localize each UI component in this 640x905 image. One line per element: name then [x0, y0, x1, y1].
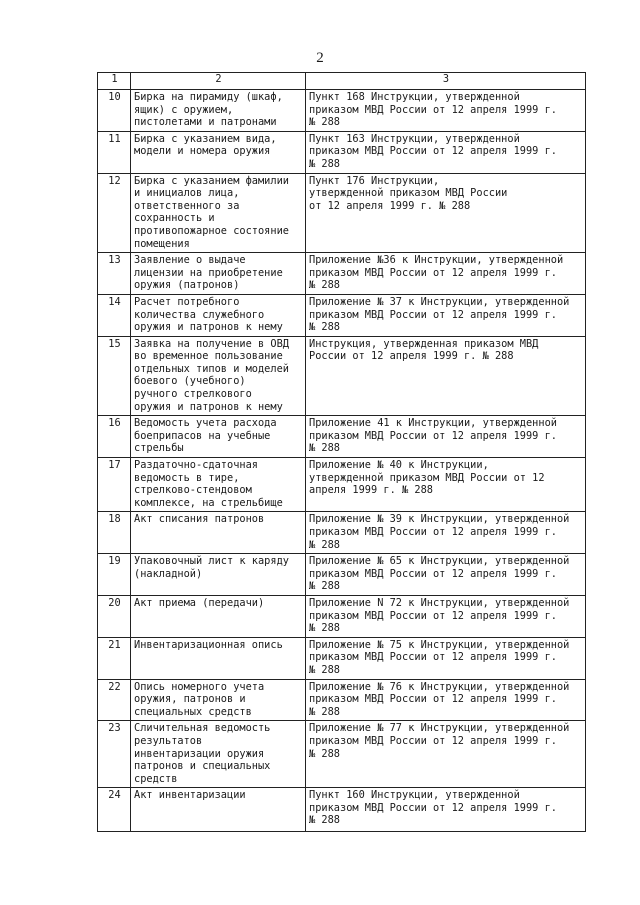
legal-basis: Приложение 41 к Инструкции, утвержденной приказом МВД России от 12 апреля 1999 г. № 288: [306, 416, 586, 458]
table-row: [98, 595, 586, 637]
document-name: Бирка с указанием фамилии и инициалов лица, ответственного за сохранность и противопожарное состояние помещения: [131, 173, 306, 253]
legal-basis: Приложение № 37 к Инструкции, утвержденной приказом МВД России от 12 апреля 1999 г. № 288: [306, 294, 586, 336]
document-name: Раздаточно-сдаточная ведомость в тире, стрелково-стендовом комплексе, на стрельбище: [131, 458, 306, 512]
table-header-row: [98, 73, 586, 90]
table-row: [98, 679, 586, 721]
row-number: 22: [98, 679, 131, 721]
page-number: 2: [316, 50, 324, 66]
table-row: [98, 90, 586, 132]
table-row: [98, 512, 586, 554]
legal-basis: Инструкция, утвержденная приказом МВД России от 12 апреля 1999 г. № 288: [306, 336, 586, 416]
row-number: 21: [98, 637, 131, 679]
row-number: 10: [98, 90, 131, 132]
document-name: Сличительная ведомость результатов инвентаризации оружия патронов и специальных средств: [131, 721, 306, 788]
table-row: [98, 131, 586, 173]
document-name: Бирка на пирамиду (шкаф, ящик) с оружием, пистолетами и патронами: [131, 90, 306, 132]
legal-basis: Приложение № 40 к Инструкции, утвержденной приказом МВД России от 12 апреля 1999 г. № 288: [306, 458, 586, 512]
legal-basis: Пункт 168 Инструкции, утвержденной приказом МВД России от 12 апреля 1999 г. № 288: [306, 90, 586, 132]
row-number: 15: [98, 336, 131, 416]
legal-basis: Пункт 176 Инструкции, утвержденной приказом МВД России от 12 апреля 1999 г. № 288: [306, 173, 586, 253]
document-name: Акт инвентаризации: [131, 788, 306, 832]
row-number: 12: [98, 173, 131, 253]
legal-basis: Пункт 160 Инструкции, утвержденной приказом МВД России от 12 апреля 1999 г. № 288: [306, 788, 586, 832]
document-name: Опись номерного учета оружия, патронов и специальных средств: [131, 679, 306, 721]
row-number: 18: [98, 512, 131, 554]
row-number: 14: [98, 294, 131, 336]
document-name: Расчет потребного количества служебного оружия и патронов к нему: [131, 294, 306, 336]
documents-table: [97, 72, 586, 832]
table-row: [98, 416, 586, 458]
legal-basis: Приложение № 39 к Инструкции, утвержденной приказом МВД России от 12 апреля 1999 г. № 288: [306, 512, 586, 554]
row-number: 23: [98, 721, 131, 788]
table-row: [98, 253, 586, 295]
legal-basis: Приложение № 75 к Инструкции, утвержденной приказом МВД России от 12 апреля 1999 г. № 288: [306, 637, 586, 679]
table-row: [98, 336, 586, 416]
column-header-document: 2: [131, 73, 306, 90]
table-row: [98, 554, 586, 596]
table-row: [98, 173, 586, 253]
table-row: [98, 721, 586, 788]
table-row: [98, 788, 586, 832]
row-number: 17: [98, 458, 131, 512]
document-name: Инвентаризационная опись: [131, 637, 306, 679]
document-name: Упаковочный лист к каряду (накладной): [131, 554, 306, 596]
column-header-number: 1: [98, 73, 131, 90]
legal-basis: Приложение № 65 к Инструкции, утвержденной приказом МВД России от 12 апреля 1999 г. № 288: [306, 554, 586, 596]
document-name: Заявка на получение в ОВД во временное пользование отдельных типов и моделей боевого (учебного) ручного стрелкового оружия и патронов к нему: [131, 336, 306, 416]
legal-basis: Приложение №36 к Инструкции, утвержденной приказом МВД России от 12 апреля 1999 г. № 288: [306, 253, 586, 295]
table-row: [98, 294, 586, 336]
table-row: [98, 637, 586, 679]
row-number: 19: [98, 554, 131, 596]
row-number: 20: [98, 595, 131, 637]
legal-basis: Пункт 163 Инструкции, утвержденной приказом МВД России от 12 апреля 1999 г. № 288: [306, 131, 586, 173]
row-number: 13: [98, 253, 131, 295]
column-header-basis: 3: [306, 73, 586, 90]
row-number: 11: [98, 131, 131, 173]
table-row: [98, 458, 586, 512]
document-name: Заявление о выдаче лицензии на приобретение оружия (патронов): [131, 253, 306, 295]
legal-basis: Приложение N 72 к Инструкции, утвержденной приказом МВД России от 12 апреля 1999 г. № 288: [306, 595, 586, 637]
legal-basis: Приложение № 76 к Инструкции, утвержденной приказом МВД России от 12 апреля 1999 г. № 288: [306, 679, 586, 721]
legal-basis: Приложение № 77 к Инструкции, утвержденной приказом МВД России от 12 апреля 1999 г. № 288: [306, 721, 586, 788]
document-name: Ведомость учета расхода боеприпасов на учебные стрельбы: [131, 416, 306, 458]
document-name: Акт приема (передачи): [131, 595, 306, 637]
row-number: 24: [98, 788, 131, 832]
row-number: 16: [98, 416, 131, 458]
document-name: Акт списания патронов: [131, 512, 306, 554]
document-name: Бирка с указанием вида, модели и номера оружия: [131, 131, 306, 173]
